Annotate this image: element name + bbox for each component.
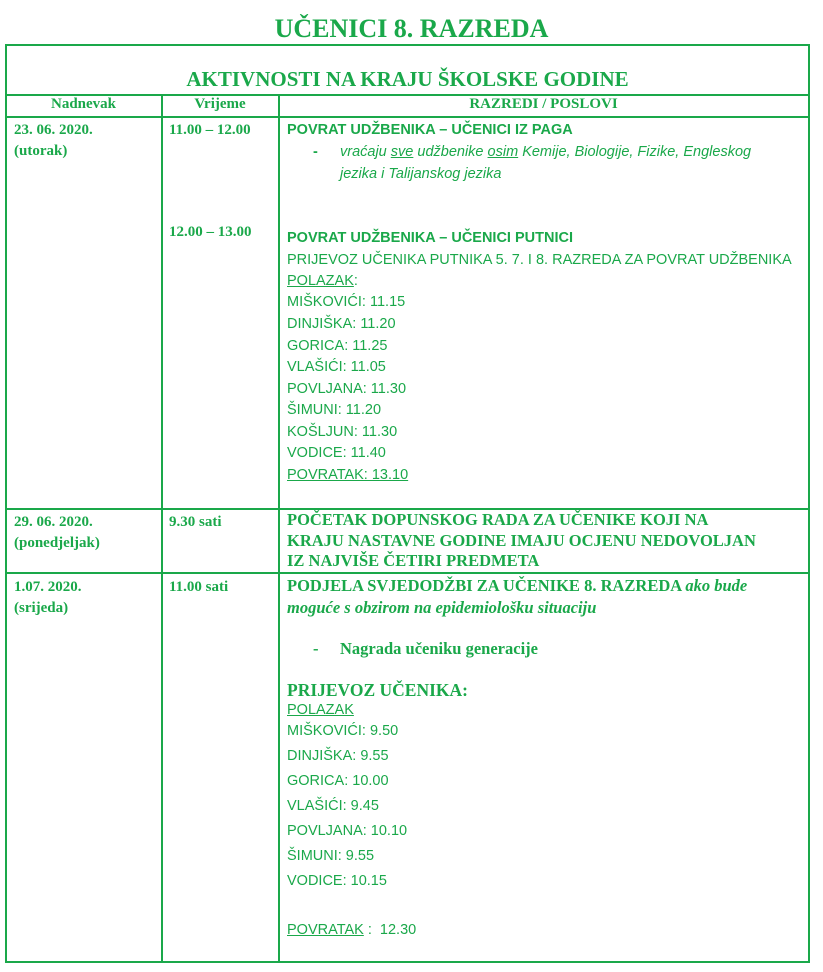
list-item: KOŠLJUN: 11.30 [287, 424, 398, 440]
transport-heading: PRIJEVOZ UČENIKA: [287, 680, 468, 700]
list-item: MIŠKOVIĆI: 11.15 [287, 294, 406, 310]
header-date: Nadnevak [50, 96, 117, 112]
list-item: DINJIŠKA: 9.55 [287, 748, 389, 764]
list-item: VLAŠIĆI: 9.45 [287, 798, 379, 814]
task-heading: PODJELA SVJEDODŽBI ZA UČENIKE 8. RAZREDA ako bude [287, 576, 748, 595]
row-date: 1.07. 2020. (srijeda) [14, 579, 82, 616]
task-heading: POVRAT UDŽBENIKA – UČENICI PUTNICI [287, 230, 573, 246]
list-item: ŠIMUNI: 11.20 [287, 402, 382, 418]
departure-label: POLAZAK: [287, 273, 358, 289]
list-item: MIŠKOVIĆI: 9.50 [287, 723, 399, 739]
page-title: UČENICI 8. RAZREDA [274, 14, 549, 43]
header-content: RAZREDI / POSLOVI [469, 96, 618, 112]
list-item: ŠIMUNI: 9.55 [287, 848, 375, 864]
departure-label: POLAZAK [287, 702, 354, 718]
list-item: DINJIŠKA: 11.20 [287, 316, 396, 332]
list-item: GORICA: 11.25 [287, 338, 388, 354]
row-time: 11.00 sati [169, 579, 229, 595]
list-dash: - [313, 144, 318, 160]
return-time: POVRATAK: 13.10 [287, 467, 409, 483]
row-time: 12.00 – 13.00 [169, 224, 252, 240]
task-heading-note: moguće s obzirom na epidemiološku situaciju [287, 598, 597, 617]
task-heading: POVRAT UDŽBENIKA – UČENICI IZ PAGA [287, 122, 573, 138]
list-item: POVLJANA: 10.10 [287, 823, 408, 839]
row-time: 9.30 sati [169, 514, 222, 530]
return-time: POVRATAK : 12.30 [287, 922, 417, 938]
award-item: Nagrada učeniku generacije [340, 639, 538, 658]
transport-info: PRIJEVOZ UČENIKA PUTNIKA 5. 7. I 8. RAZREDA ZA POVRAT UDŽBENIKA [287, 252, 792, 268]
header-time: Vrijeme [194, 96, 246, 112]
row-date: 29. 06. 2020. (ponedjeljak) [14, 514, 100, 551]
table-subtitle: AKTIVNOSTI NA KRAJU ŠKOLSKE GODINE [186, 67, 629, 91]
list-item: GORICA: 10.00 [287, 773, 389, 789]
list-item: VODICE: 10.15 [287, 873, 387, 889]
list-item: VODICE: 11.40 [287, 445, 386, 461]
list-item: VLAŠIĆI: 11.05 [287, 359, 386, 375]
task-heading: KRAJU NASTAVNE GODINE IMAJU OCJENU NEDOVOLJAN [287, 531, 756, 550]
task-heading: POČETAK DOPUNSKOG RADA ZA UČENIKE KOJI NA [287, 510, 709, 529]
list-item: POVLJANA: 11.30 [287, 381, 407, 397]
row-time: 11.00 – 12.00 [169, 122, 251, 138]
row-date: 23. 06. 2020. (utorak) [14, 122, 93, 159]
list-dash: - [313, 639, 319, 658]
bullet-text: jezika i Talijanskog jezika [340, 166, 502, 182]
bullet-text: vraćaju sve udžbenike osim Kemije, Biologije, Fizike, Engleskog [340, 144, 752, 160]
task-heading: IZ NAJVIŠE ČETIRI PREDMETA [287, 551, 540, 570]
